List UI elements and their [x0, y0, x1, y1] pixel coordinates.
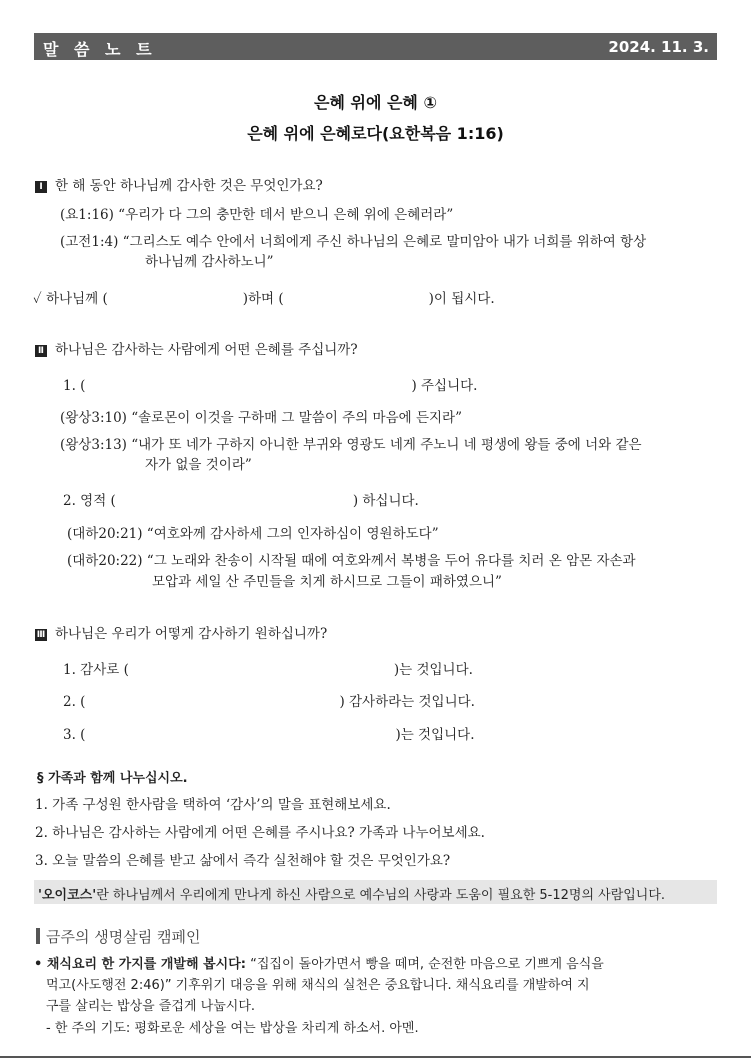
family-question-3: 3. 오늘 말씀의 은혜를 받고 삶에서 즉각 실천해야 할 것은 무엇인가요? — [35, 853, 451, 869]
section-1-verse-2b: 하나님께 감사하노니” — [145, 254, 274, 270]
item-1-part-a: 1. 감사로 ( — [63, 662, 129, 678]
footer-rule — [0, 1056, 751, 1058]
section-3-title: 하나님은 우리가 어떻게 감사하기 원하십니까? — [55, 626, 328, 642]
section-1-verse-1: (요1:16) “우리가 다 그의 충만한 데서 받으니 은혜 위에 은혜러라” — [60, 207, 454, 223]
item-1-part-b: ) 주십니다. — [411, 378, 478, 394]
header-date: 2024. 11. 3. — [608, 38, 709, 56]
section-1-title: 한 해 동안 하나님께 감사한 것은 무엇인가요? — [55, 178, 323, 194]
family-question-2: 2. 하나님은 감사하는 사람에게 어떤 은혜를 주시나요? 가족과 나누어보세요. — [35, 825, 485, 841]
section-3-number: Ⅲ — [36, 630, 46, 640]
section-2-heading — [35, 338, 358, 358]
section-2-verse-2b: 자가 없을 것이라” — [145, 457, 252, 473]
item-2-part-b: ) 감사하라는 것입니다. — [339, 694, 475, 710]
header-title: 말 씀 노 트 — [43, 40, 157, 59]
item-3-part-b: )는 것입니다. — [395, 727, 475, 743]
campaign-line-3: 구를 살리는 밥상을 즐겁게 나눕시다. — [46, 999, 256, 1014]
campaign-line-2: 먹고(사도행전 2:46)” 기후위기 대응을 위해 채식의 실천은 중요합니다. 채식요리를 개발하여 지 — [46, 978, 590, 993]
oikos-note — [38, 884, 665, 903]
oikos-definition: 란 하나님께서 우리에게 만나게 하신 사람으로 예수님의 사랑과 도움이 필요한 5-12명의 사람입니다. — [96, 888, 666, 903]
family-section-title: § 가족과 함께 나누십시오. — [37, 771, 188, 786]
item-1-part-a: 1. ( — [63, 378, 86, 394]
section-2-verse-4a: (대하20:22) “그 노래와 찬송이 시작될 때에 여호와께서 복병을 두어 유다를 치러 온 암몬 자손과 — [67, 553, 636, 569]
family-question-1: 1. 가족 구성원 한사람을 택하여 ‘감사’의 말을 표현해보세요. — [35, 797, 391, 813]
section-3-item-3 — [63, 723, 475, 743]
sermon-subtitle: 은혜 위에 은혜로다(요한복음 1:16) — [247, 124, 504, 143]
oikos-note-bar — [34, 880, 717, 904]
campaign-title — [36, 926, 200, 947]
section-2-verse-2a: (왕상3:13) “내가 또 네가 구하지 아니한 부귀와 영광도 네게 주노니 네 평생에 왕들 중에 너와 같은 — [60, 437, 642, 453]
section-3-item-1 — [63, 658, 473, 678]
section-1-fill-blank — [33, 287, 495, 307]
section-2-item-1 — [63, 374, 477, 394]
fill-blank-part-c: )이 됩시다. — [428, 291, 495, 307]
campaign-line-1 — [34, 953, 604, 972]
section-1-verse-2a: (고전1:4) “그리스도 예수 안에서 너희에게 주신 하나님의 은혜로 말미암아 내가 너희를 위하여 항상 — [60, 234, 647, 250]
section-2-item-2 — [63, 489, 419, 509]
section-2-verse-3: (대하20:21) “여호와께 감사하세 그의 인자하심이 영원하도다” — [67, 526, 439, 542]
page-header — [34, 33, 717, 60]
item-1-part-b: )는 것입니다. — [393, 662, 473, 678]
section-1-heading — [35, 174, 323, 194]
campaign-title-marker — [36, 928, 40, 944]
campaign-prayer: - 한 주의 기도: 평화로운 세상을 여는 밥상을 차리게 하소서. 아멘. — [46, 1021, 419, 1036]
campaign-title-text: 금주의 생명살림 캠페인 — [46, 928, 201, 946]
section-3-item-2 — [63, 690, 475, 710]
section-1-number: Ⅰ — [35, 181, 47, 193]
section-2-verse-1: (왕상3:10) “솔로몬이 이것을 구하매 그 말씀이 주의 마음에 든지라” — [60, 410, 462, 426]
section-2-verse-4b: 모압과 세일 산 주민들을 치게 하시므로 그들이 패하였으니” — [152, 574, 502, 590]
oikos-term: '오이코스' — [38, 888, 97, 903]
sermon-title: 은혜 위에 은혜 ① — [314, 93, 437, 112]
section-2-number: Ⅱ — [35, 345, 47, 357]
item-2-part-a: 2. 영적 ( — [63, 493, 116, 509]
item-3-part-a: 3. ( — [63, 727, 86, 743]
section-2-title: 하나님은 감사하는 사람에게 어떤 은혜를 주십니까? — [55, 342, 358, 358]
section-3-heading — [35, 622, 327, 642]
fill-blank-part-a: ✓ 하나님께 ( — [33, 291, 108, 307]
fill-blank-part-b: )하며 ( — [242, 291, 284, 307]
item-2-part-b: ) 하십니다. — [352, 493, 419, 509]
campaign-quote: “집집이 돌아가면서 빵을 떼며, 순전한 마음으로 기쁘게 음식을 — [250, 957, 604, 972]
item-2-part-a: 2. ( — [63, 694, 86, 710]
campaign-bullet-bold: • 채식요리 한 가지를 개발해 봅시다: — [34, 957, 246, 972]
